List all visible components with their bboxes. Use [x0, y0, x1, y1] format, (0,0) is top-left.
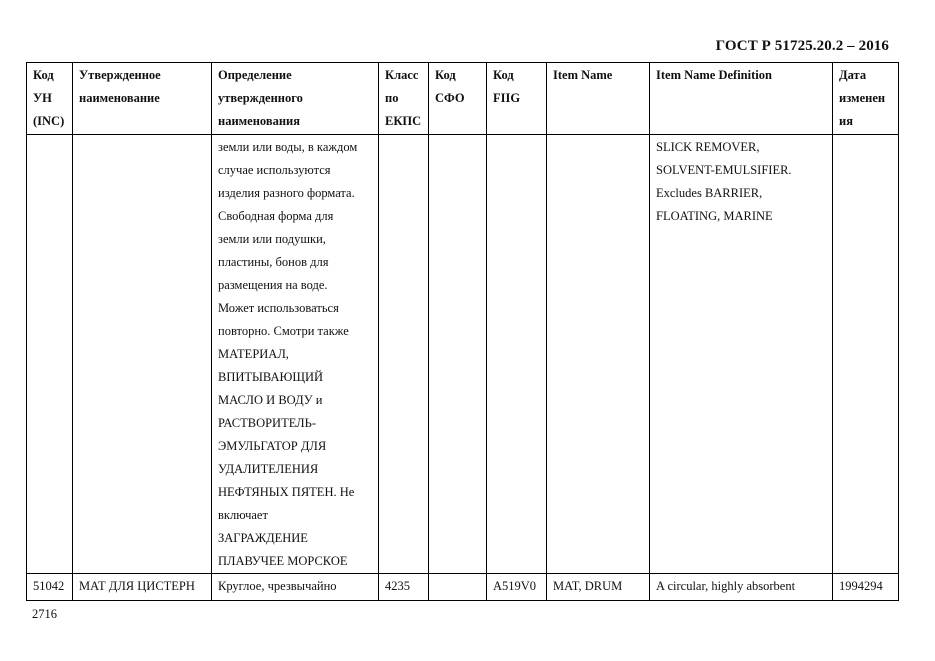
cell-line: Свободная форма для [218, 209, 334, 223]
cell-line: земли или подушки, [218, 232, 326, 246]
cell-definition [212, 135, 379, 574]
cell-line: SOLVENT-EMULSIFIER. [656, 163, 792, 177]
cell-line: случае используются [218, 163, 331, 177]
col-header-inc [27, 63, 73, 135]
cell-line: наименование [79, 91, 160, 105]
cell-line: Код [435, 68, 456, 82]
cell-line: размещения на воде. [218, 278, 328, 292]
cell-line: НЕФТЯНЫХ ПЯТЕН. Не [218, 485, 355, 499]
cell-inc [27, 135, 73, 574]
cell-fiig [487, 135, 547, 574]
cell-line: Класс [385, 68, 419, 82]
cell-line: изменен [839, 91, 886, 105]
cell-line: Код [33, 68, 54, 82]
cell-line: МАТЕРИАЛ, [218, 347, 289, 361]
document-code: ГОСТ Р 51725.20.2 – 2016 [715, 38, 889, 54]
cell-class: 4235 [379, 574, 429, 601]
cell-line: утвержденного [218, 91, 303, 105]
cell-line: ЭМУЛЬГАТОР ДЛЯ [218, 439, 327, 453]
cell-line: ия [839, 114, 853, 128]
cell-line: УН [33, 91, 52, 105]
cell-name [73, 135, 212, 574]
col-header-item-name [547, 63, 650, 135]
cell-line: включает [218, 508, 268, 522]
cell-item-name: MAT, DRUM [547, 574, 650, 601]
cell-name: МАТ ДЛЯ ЦИСТЕРН [73, 574, 212, 601]
cell-line: (INC) [33, 114, 65, 128]
cell-line: ПЛАВУЧЕЕ МОРСКОЕ [218, 554, 348, 568]
cell-line: FLOATING, MARINE [656, 209, 773, 223]
cell-line: по [385, 91, 399, 105]
cell-line: Excludes BARRIER, [656, 186, 763, 200]
cell-date [833, 135, 899, 574]
cell-item-name [547, 135, 650, 574]
cell-date: 1994294 [833, 574, 899, 601]
col-header-fiig [487, 63, 547, 135]
col-header-definition [212, 63, 379, 135]
cell-line: Item Name Definition [656, 68, 772, 82]
cell-sfo [429, 574, 487, 601]
col-header-sfo [429, 63, 487, 135]
cell-line: Дата [839, 68, 867, 82]
cell-line: изделия разного формата. [218, 186, 355, 200]
cell-line: ЗАГРАЖДЕНИЕ [218, 531, 308, 545]
cell-line: Может использоваться [218, 301, 339, 315]
cell-sfo [429, 135, 487, 574]
cell-line: наименования [218, 114, 301, 128]
cell-line: ВПИТЫВАЮЩИЙ [218, 370, 324, 384]
col-header-date [833, 63, 899, 135]
cell-inc: 51042 [27, 574, 73, 601]
cell-line: Код [493, 68, 514, 82]
cell-item-definition [650, 135, 833, 574]
cell-line: ЕКПС [385, 114, 422, 128]
cell-line: Item Name [553, 68, 613, 82]
cell-fiig: A519V0 [487, 574, 547, 601]
table-row [27, 574, 899, 601]
inc-table [26, 62, 899, 601]
table-row-continuation [27, 135, 899, 574]
col-header-approved-name [73, 63, 212, 135]
cell-line: РАСТВОРИТЕЛЬ- [218, 416, 316, 430]
cell-line: земли или воды, в каждом [218, 140, 358, 154]
cell-line: повторно. Смотри также [218, 324, 349, 338]
header-row [27, 63, 899, 135]
cell-class [379, 135, 429, 574]
col-header-item-definition [650, 63, 833, 135]
cell-line: Определение [218, 68, 292, 82]
cell-line: SLICK REMOVER, [656, 140, 760, 154]
page-number: 2716 [32, 607, 57, 621]
cell-line: СФО [435, 91, 465, 105]
cell-line: пластины, бонов для [218, 255, 329, 269]
cell-line: МАСЛО И ВОДУ и [218, 393, 323, 407]
cell-definition: Круглое, чрезвычайно [212, 574, 379, 601]
cell-item-definition: A circular, highly absorbent [650, 574, 833, 601]
cell-line: Утвержденное [79, 68, 161, 82]
cell-line: FIIG [493, 91, 521, 105]
cell-line: УДАЛИТЕЛЕНИЯ [218, 462, 319, 476]
col-header-class [379, 63, 429, 135]
